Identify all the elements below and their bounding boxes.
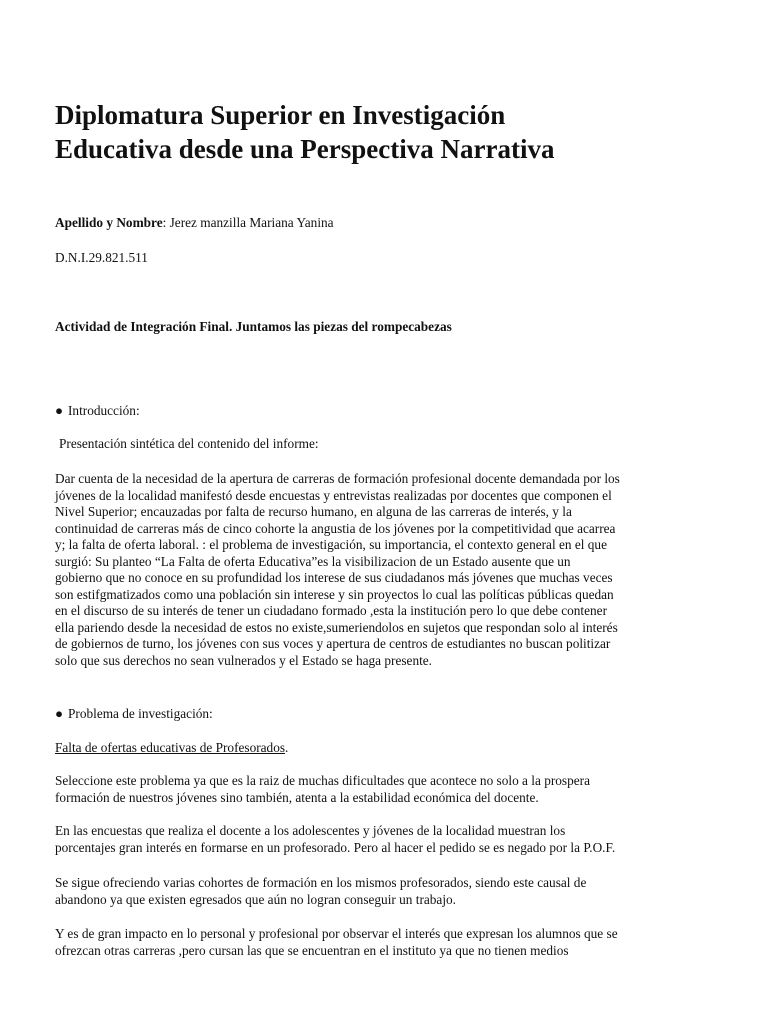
problem-title [55,740,717,757]
bullet-icon: ● [55,403,64,418]
paragraph-line: Y es de gran impacto en lo personal y profesional por observar el interés que expresan los alumnos que se [55,926,618,941]
dni-line: D.N.I.29.821.511 [55,250,148,265]
problem-paragraph-4 [55,926,717,959]
intro-line: y; la falta de oferta laboral. : el problema de investigación, su importancia, el contexto general en el que [55,537,607,552]
intro-line: son estifgmatizados como una población sin interese y sin proyectos lo cual las políticas públicas quedan [55,586,614,602]
intro-subheading: Presentación sintética del contenido del informe: [59,436,319,451]
intro-line: Nivel Superior; encauzadas por falta de recurso humano, en alguna de las carreras de interés, y la [55,504,572,519]
document-title [55,98,735,166]
title-line-2: Educativa desde una Perspectiva Narrativa [55,134,555,164]
problem-heading [55,706,717,723]
intro-line: jóvenes de la localidad manifestó desde encuestas y entrevistas realizadas por docentes que componen el [55,487,612,503]
problem-title-text: Falta de ofertas educativas de Profesorados [55,740,286,755]
student-name [55,215,717,232]
paragraph-line: Seleccione este problema ya que es la raiz de muchas dificultades que acontece no solo a la prospera [55,773,590,788]
intro-heading [55,403,717,420]
intro-paragraph [55,471,717,669]
name-label: Apellido y Nombre [55,215,163,230]
problem-heading-text: Problema de investigación: [68,706,213,721]
paragraph-line: Se sigue ofreciendo varias cohortes de formación en los mismos profesorados, siendo este causal de [55,875,587,890]
paragraph-line: ofrezcan otras carreras ,pero cursan las que se encuentran en el instituto ya que no tienen medios [55,942,569,958]
problem-paragraph-3 [55,875,717,908]
intro-line: ella pariendo desde la necesidad de estos no existe,sumeriendolos en sujetos que respondan solo al interés [55,619,618,635]
paragraph-line: En las encuestas que realiza el docente a los adolescentes y jóvenes de la localidad muestran los [55,823,566,838]
intro-line: continuidad de carreras más de cinco cohorte la angustia de los jóvenes por la competitividad que acarrea [55,520,616,536]
problem-title-period: . [285,740,289,755]
intro-heading-text: Introducción: [68,403,140,418]
paragraph-line: abandono ya que existen egresados que aún no logran conseguir un trabajo. [55,891,456,907]
intro-line: gobierno que no conoce en su profundidad los interese de sus ciudadanos más jóvenes que muchas veces [55,570,613,585]
title-line-1: Diplomatura Superior en Investigación [55,100,506,130]
problem-paragraph-1 [55,773,717,806]
intro-line: de gobiernos de turno, los jóvenes con sus voces y apertura de centros de estudiantes no buscan politizar [55,636,611,651]
intro-line: solo que sus derechos no sean vulnerados y el Estado se haga presente. [55,652,433,668]
paragraph-line: porcentajes gran interés en formarse en un profesorado. Pero al hacer el pedido se es negado por la P.O.F. [55,839,616,855]
paragraph-line: formación de nuestros jóvenes sino también, atenta a la estabilidad económica del docente. [55,789,539,805]
bullet-icon: ● [55,706,64,721]
name-value: : Jerez manzilla Mariana Yanina [162,215,334,230]
activity-title: Actividad de Integración Final. Juntamos las piezas del rompecabezas [55,319,452,334]
intro-line: surgió: Su planteo “La Falta de oferta Educativa”es la visibilizacion de un Estado ausente que un [55,553,571,569]
intro-line: en el discurso de su interés de tener un ciudadano formado ,esta la institución pero lo que debe contener [55,603,608,618]
intro-line: Dar cuenta de la necesidad de la apertura de carreras de formación profesional docente demandada por los [55,471,620,486]
problem-paragraph-2 [55,823,717,856]
